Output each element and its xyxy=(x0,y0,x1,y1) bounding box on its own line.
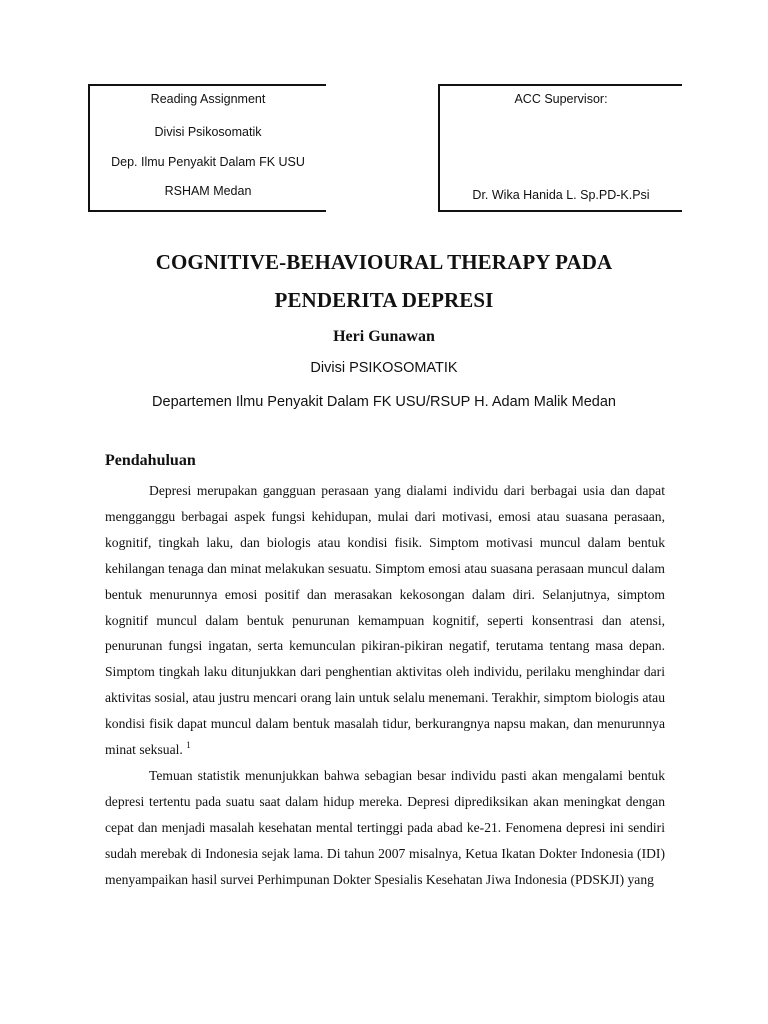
document-title-line1: COGNITIVE-BEHAVIOURAL THERAPY PADA xyxy=(155,250,613,274)
paragraph-2: Temuan statistik menunjukkan bahwa sebagian besar individu pasti akan mengalami bentuk depresi tertentu pada suatu saat dalam hidup mereka. Depresi diprediksikan akan meningkat dengan cepat dan menjadi masalah kesehatan mental tertinggi pada abad ke-21. Fenomena depresi ini sendiri sudah merebak di Indonesia sejak lama. Di tahun 2007 misalnya, Ketua Ikatan Dokter Indonesia (IDI) menyampaikan hasil survei Perhimpunan Dokter Spesialis Kesehatan Jiwa Indonesia (PDSKJI) yang xyxy=(105,767,665,887)
supervisor-name: Dr. Wika Hanida L. Sp.PD-K.Psi xyxy=(472,188,650,202)
supervisor-label: ACC Supervisor: xyxy=(514,92,608,106)
author-department: Departemen Ilmu Penyakit Dalam FK USU/RSUP H. Adam Malik Medan xyxy=(152,394,616,410)
document-title-line2: PENDERITA DEPRESI xyxy=(274,288,494,312)
hospital-name: RSHAM Medan xyxy=(164,184,252,198)
paragraph-1 xyxy=(105,478,665,763)
assignment-type: Reading Assignment xyxy=(150,92,266,106)
reference-marker: 1 xyxy=(186,740,191,751)
body-text xyxy=(105,478,665,893)
supervisor-box xyxy=(438,84,682,212)
section-heading: Pendahuluan xyxy=(105,452,196,469)
division-name: Divisi Psikosomatik xyxy=(154,125,262,139)
department-name: Dep. Ilmu Penyakit Dalam FK USU xyxy=(111,155,305,169)
author-name: Heri Gunawan xyxy=(333,328,435,345)
paragraph-1-text: Depresi merupakan gangguan perasaan yang dialami individu dari berbagai usia dan dapat mengganggu berbagai aspek fungsi kehidupan, mulai dari motivasi, emosi atau suasana perasaan, kognitif, tingkah laku, dan biologis atau kondisi fisik. Simptom motivasi muncul dalam bentuk kehilangan tenaga dan minat melakukan sesuatu. Simptom emosi atau suasana perasaan muncul dalam bentuk menurunnya emosi positif dan merasakan kekosongan dalam diri. Selanjutnya, simptom kognitif muncul dalam bentuk penurunan kemampuan kognitif, seperti konsentrasi dan atensi, penurunan fungsi ingatan, serta kemunculan pikiran-pikiran negatif, terutama tentang masa depan. Simptom tingkah laku ditunjukkan dari penghentian aktivitas oleh individu, perilaku menghindar dari aktivitas sosial, atau justru mencari orang lain untuk selalu menemani. Terakhir, simptom biologis atau kondisi fisik dapat muncul dalam bentuk masalah tidur, berkurangnya napsu makan, dan menurunnya minat seksual. xyxy=(105,483,665,758)
author-division: Divisi PSIKOSOMATIK xyxy=(310,360,458,376)
assignment-info-box xyxy=(88,84,326,212)
